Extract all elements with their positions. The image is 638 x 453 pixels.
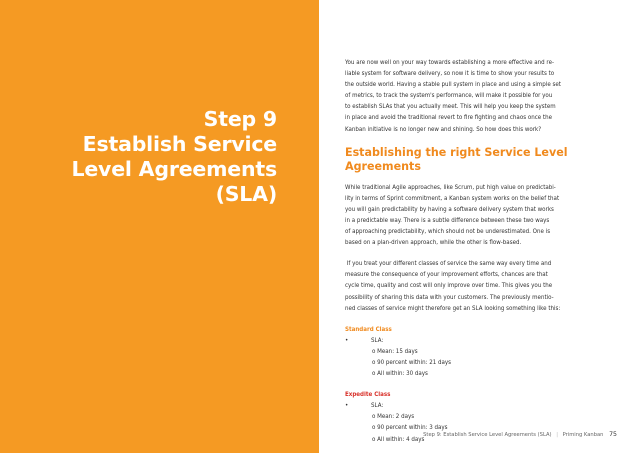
sla-item: o Mean: 2 days	[372, 413, 415, 421]
chapter-title-line: (SLA)	[215, 182, 277, 206]
text-line: in place and avoid the traditional revert to fire fighting and chaos once the	[345, 114, 552, 122]
text-line: liable system for software delivery, so now it is time to show your results to	[345, 70, 555, 78]
bullet-icon: •	[345, 402, 349, 410]
bullet-icon: •	[345, 336, 349, 344]
text-line: You are now well on your way towards establishing a more effective and re-	[345, 59, 554, 66]
page-number: 75	[609, 431, 617, 438]
text-line: Kanban initiative is no longer new and shining. So how does this work?	[345, 125, 542, 133]
paragraph-predictability	[345, 182, 601, 249]
chapter-title-line: Step 9	[203, 107, 277, 131]
text-line: cycle time, quality and cost will only improve over time. This gives you the	[345, 282, 553, 290]
spacer	[345, 379, 601, 389]
text-line: measure the consequence of your improvement efforts, chances are that	[345, 271, 548, 279]
intro-paragraph	[345, 57, 601, 135]
sla-item: o 90 percent within: 3 days	[372, 424, 448, 432]
text-line: based on a plan-driven approach, while the other is flow-based.	[345, 239, 522, 247]
standard-class-title: Standard Class	[345, 325, 392, 333]
chapter-title-line: Level Agreements	[71, 157, 277, 181]
section-heading	[345, 146, 601, 174]
spacer	[345, 248, 601, 258]
paragraph-classes-of-service	[345, 258, 601, 313]
sla-item: o Mean: 15 days	[372, 347, 418, 355]
footer-separator: |	[556, 432, 558, 438]
body-text-column	[345, 57, 601, 445]
spacer	[345, 314, 601, 324]
text-line: possibility of sharing this data with your customers. The previously mentio-	[345, 293, 554, 301]
section-heading-line: Establishing the right Service Level	[345, 145, 568, 159]
sla-item: o All within: 30 days	[372, 370, 428, 378]
sla-bullet	[345, 400, 601, 411]
page-footer	[423, 431, 617, 438]
sla-bullet	[345, 335, 601, 346]
sla-item: o All within: 4 days	[372, 435, 425, 443]
text-line: to establish SLAs that you actually meet. This will help you keep the system	[345, 103, 556, 111]
text-line: While traditional Agile approaches, like Scrum, put high value on predictabi-	[345, 183, 556, 191]
text-line: in a predictable way. There is a subtle difference between these two ways	[345, 216, 550, 224]
section-heading-line: Agreements	[345, 159, 421, 173]
sla-label: SLA:	[371, 336, 384, 344]
text-line: ned classes of service might therefore get an SLA looking something like this:	[345, 304, 561, 312]
text-line: the outside world. Having a stable pull system in place and using a simple set	[345, 81, 561, 89]
text-line: of approaching predictability, which should not be underestimated. One is	[345, 228, 551, 236]
text-line: of metrics, to track the system's performance, will make it possible for you	[345, 92, 553, 100]
standard-class-block	[345, 324, 601, 379]
sla-label: SLA:	[371, 402, 384, 410]
chapter-title-line: Establish Service	[82, 132, 277, 156]
footer-chapter: Step 9: Establish Service Level Agreements (SLA)	[423, 432, 552, 438]
chapter-title	[71, 107, 277, 207]
footer-book-title: Priming Kanban	[562, 432, 604, 438]
text-line: you will gain predictability by having a software delivery system that works	[345, 205, 554, 213]
sla-item: o 90 percent within: 21 days	[372, 358, 452, 366]
text-line: lity in terms of Sprint commitment, a Kanban system works on the belief that	[345, 194, 560, 202]
expedite-class-title: Expedite Class	[345, 391, 391, 399]
text-line: If you treat your different classes of service the same way every time and	[345, 260, 552, 268]
